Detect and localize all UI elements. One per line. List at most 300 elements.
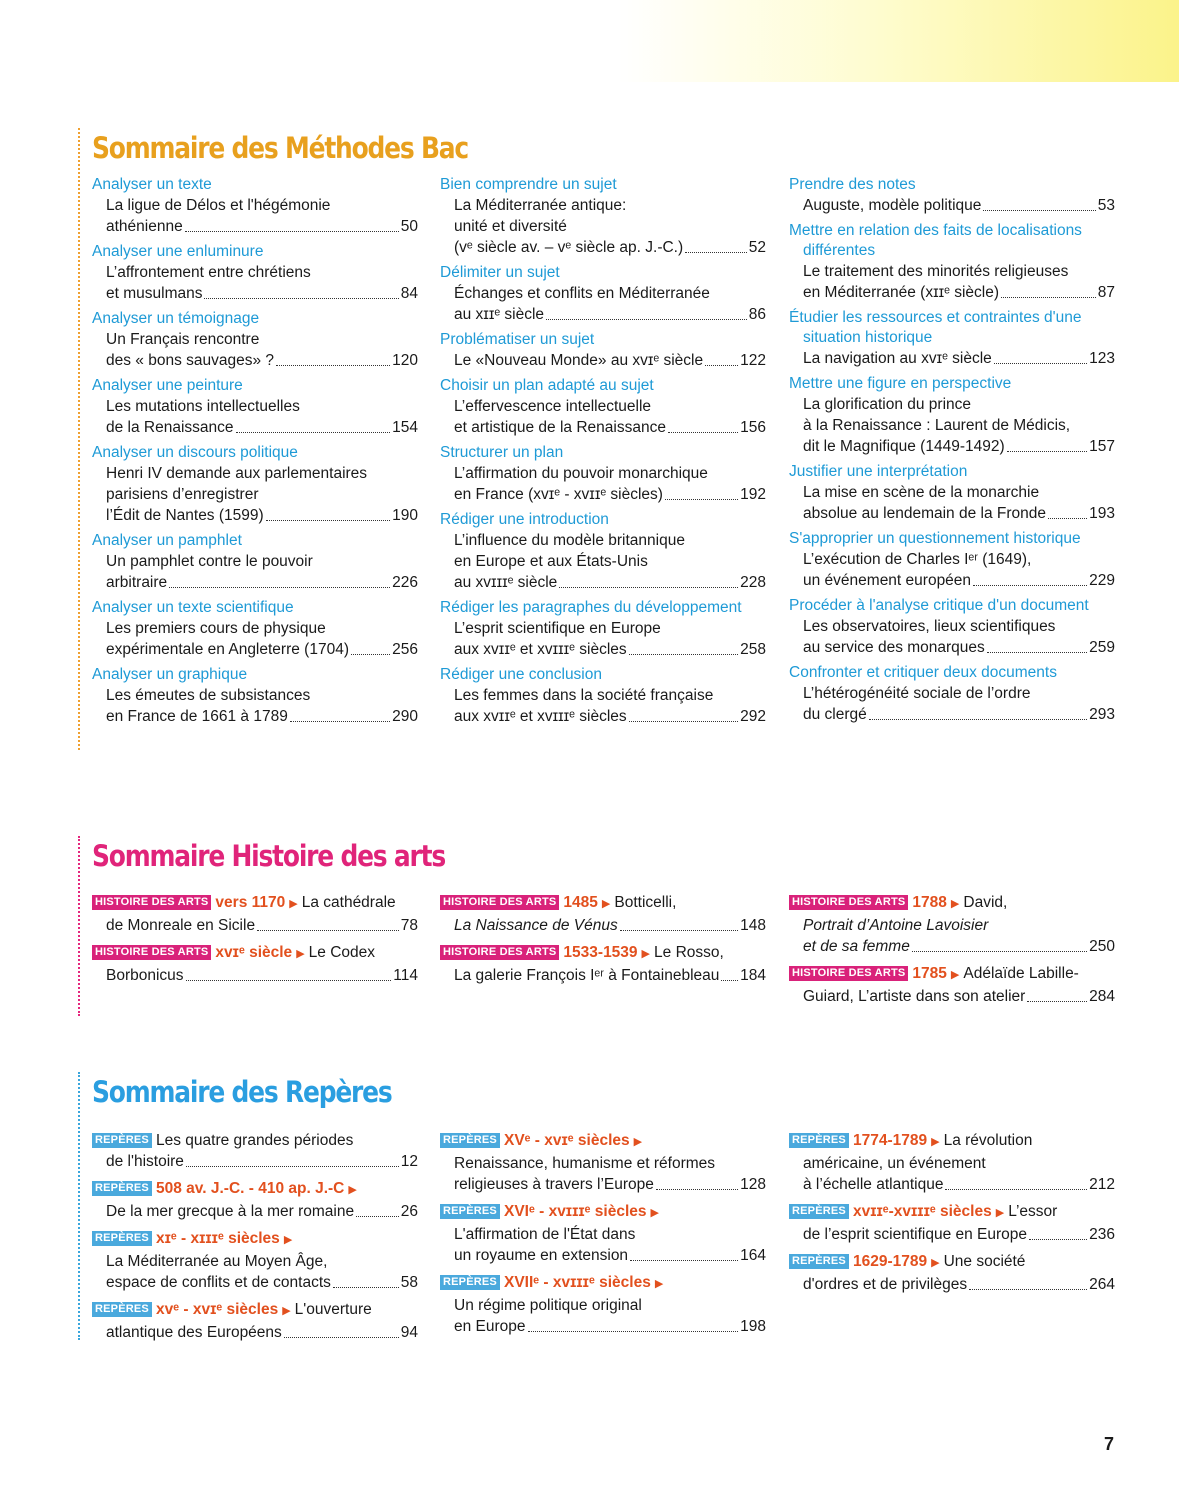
method-title — [92, 309, 418, 329]
entry-text: Les premiers cours de physique — [106, 620, 326, 637]
page-ref: 87 — [1097, 284, 1115, 301]
methodes-column-2 — [440, 175, 766, 732]
leader-dots — [284, 1322, 399, 1338]
entry-text: de Monreale en Sicile — [106, 917, 256, 934]
entry-text: L’esprit scientifique en Europe — [454, 620, 661, 637]
methodes-column-3 — [789, 175, 1115, 730]
method-subject — [440, 685, 766, 727]
page-ref: 50 — [400, 218, 418, 235]
entry-head — [789, 892, 1007, 915]
entry-line — [92, 1251, 418, 1272]
reperes-entry[interactable] — [789, 1251, 1115, 1295]
leader-dots — [869, 704, 1087, 720]
reperes-column-3 — [789, 1130, 1115, 1301]
method-title-text: Analyser un texte scientifique — [92, 599, 294, 616]
method-entry[interactable] — [440, 510, 766, 593]
leader-dots — [356, 1201, 399, 1217]
page-ref: 84 — [400, 285, 418, 302]
method-subject — [440, 283, 766, 325]
entry-head — [440, 1130, 646, 1153]
method-subject — [789, 683, 1115, 725]
arts-badge: HISTOIRE DES ARTS — [92, 945, 211, 960]
leader-dots — [351, 639, 390, 655]
entry-head-line — [440, 942, 766, 965]
entry-line — [803, 394, 1115, 415]
reperes-badge: REPÈRES — [789, 1204, 849, 1219]
entry-text: L’affrontement entre chrétiens — [106, 264, 311, 281]
leader-dots — [973, 570, 1087, 586]
entry-text: en Méditerranée (xɪɪᵉ siècle) — [803, 284, 999, 301]
method-entry[interactable] — [440, 175, 766, 258]
method-entry[interactable] — [92, 531, 418, 593]
entry-text: et de sa femme — [803, 938, 910, 955]
method-entry[interactable] — [92, 175, 418, 237]
entry-head-line — [92, 1299, 418, 1322]
entry-line — [803, 482, 1115, 503]
entry-line — [106, 618, 418, 639]
entry-head — [789, 963, 1079, 986]
entry-line — [106, 484, 418, 505]
method-title-text: Mettre en relation des faits de localisations — [789, 222, 1082, 239]
triangle-right-icon: ▶ — [950, 898, 960, 910]
page-ref: 52 — [748, 239, 766, 256]
entry-line — [789, 915, 1115, 936]
entry-text: au xɪɪᵉ siècle — [454, 306, 545, 323]
page-ref: 229 — [1089, 572, 1115, 589]
method-subject — [92, 685, 418, 727]
reperes-entry[interactable] — [440, 1201, 766, 1266]
arts-entry[interactable] — [789, 963, 1115, 1007]
entry-date: 1774-1789 — [852, 1132, 928, 1149]
entry-line — [454, 551, 766, 572]
reperes-section — [78, 1072, 1138, 1340]
entry-date: 1785 — [912, 965, 947, 982]
entry-line — [803, 436, 1115, 457]
method-title — [440, 665, 766, 685]
arts-entry[interactable] — [440, 942, 766, 986]
entry-text: La Méditerranée antique: — [454, 197, 627, 214]
entry-line — [440, 1153, 766, 1174]
method-entry[interactable] — [440, 598, 766, 660]
entry-text: espace de conflits et de contacts — [106, 1274, 331, 1291]
page-number: 7 — [1104, 1434, 1115, 1454]
method-title-text: Mettre une figure en perspective — [789, 375, 1012, 392]
method-title-text: Procéder à l'analyse critique d'un document — [789, 597, 1089, 614]
entry-line — [106, 396, 418, 417]
entry-text: La Méditerranée au Moyen Âge, — [106, 1253, 328, 1270]
arts-entry[interactable] — [92, 942, 418, 986]
entry-text: en France de 1661 à 1789 — [106, 708, 288, 725]
method-title — [92, 598, 418, 618]
method-entry[interactable] — [789, 374, 1115, 457]
method-title — [789, 596, 1115, 616]
entry-date: 1788 — [912, 894, 947, 911]
entry-text: Henri IV demande aux parlementaires — [106, 465, 368, 482]
method-subject — [440, 463, 766, 505]
leader-dots — [186, 1151, 399, 1167]
entry-text: expérimentale en Angleterre (1704) — [106, 641, 349, 658]
entry-line — [454, 530, 766, 551]
leader-dots — [987, 637, 1087, 653]
entry-head — [92, 1228, 296, 1251]
entry-line — [106, 283, 418, 304]
method-title — [789, 462, 1115, 482]
reperes-entry[interactable] — [789, 1130, 1115, 1195]
method-title-text: situation historique — [803, 329, 933, 346]
leader-dots — [1029, 1224, 1087, 1240]
methodes-heading: Sommaire des Méthodes Bac — [92, 131, 469, 165]
entry-date: 1533-1539 — [563, 944, 638, 961]
triangle-right-icon: ▶ — [931, 1257, 940, 1269]
entry-line — [92, 965, 418, 986]
entry-line — [803, 282, 1115, 303]
arts-entry[interactable] — [440, 892, 766, 936]
entry-line — [454, 304, 766, 325]
entry-text: Échanges et conflits en Méditerranée — [454, 285, 710, 302]
entry-line — [106, 350, 418, 371]
leader-dots — [185, 216, 399, 232]
entry-line — [454, 237, 766, 258]
entry-head-line — [440, 1130, 766, 1153]
entry-text: et artistique de la Renaissance — [454, 419, 666, 436]
method-title — [440, 510, 766, 530]
method-entry[interactable] — [789, 308, 1115, 369]
leader-dots — [276, 350, 390, 366]
method-title-text: Analyser une enluminure — [92, 243, 264, 260]
entry-text: de l'histoire — [106, 1153, 184, 1170]
section-dotted-rule — [78, 128, 80, 750]
entry-line — [789, 1153, 1115, 1174]
arts-column-3 — [789, 892, 1115, 1013]
triangle-right-icon: ▶ — [995, 1207, 1005, 1219]
entry-head-line — [789, 963, 1115, 986]
entry-text: Guiard, L’artiste dans son atelier — [803, 988, 1026, 1005]
reperes-entry[interactable] — [440, 1130, 766, 1195]
entry-line — [803, 415, 1115, 436]
method-title-text: Rédiger une introduction — [440, 511, 609, 528]
page-ref: 78 — [400, 917, 418, 934]
arts-badge: HISTOIRE DES ARTS — [92, 895, 211, 910]
method-title — [440, 376, 766, 396]
entry-line — [106, 572, 418, 593]
method-subject — [92, 262, 418, 304]
entry-text: du clergé — [803, 706, 867, 723]
page-ref: 284 — [1089, 988, 1115, 1005]
method-title — [789, 529, 1115, 549]
entry-text: un royaume en extension — [454, 1247, 629, 1264]
entry-text: La mise en scène de la monarchie — [803, 484, 1040, 501]
leader-dots — [630, 1245, 738, 1261]
reperes-entry[interactable] — [440, 1272, 766, 1337]
entry-date: xᴠɪᵉ siècle — [215, 944, 293, 961]
leader-dots — [668, 417, 738, 433]
method-entry[interactable] — [92, 309, 418, 371]
triangle-right-icon: ▶ — [296, 948, 305, 960]
method-entry[interactable] — [440, 665, 766, 727]
entry-line — [106, 685, 418, 706]
method-title-text: Délimiter un sujet — [440, 264, 560, 281]
entry-text: unité et diversité — [454, 218, 567, 235]
method-entry[interactable] — [440, 376, 766, 438]
entry-line — [454, 685, 766, 706]
method-title — [789, 374, 1115, 394]
leader-dots — [1007, 436, 1087, 452]
leader-dots — [204, 283, 398, 299]
method-entry[interactable] — [789, 663, 1115, 725]
entry-line — [106, 706, 418, 727]
leader-dots — [665, 484, 738, 500]
entry-line — [106, 329, 418, 350]
method-subject — [789, 348, 1115, 369]
page-ref: 236 — [1089, 1226, 1115, 1243]
method-entry[interactable] — [789, 221, 1115, 303]
method-title-text: Bien comprendre un sujet — [440, 176, 617, 193]
entry-text: parisiens d’enregistrer — [106, 486, 259, 503]
entry-text: La révolution — [943, 1132, 1033, 1149]
leader-dots — [685, 237, 747, 253]
entry-line — [454, 484, 766, 505]
entry-date: xᴠɪɪᵉ-xᴠɪɪɪᵉ siècles — [852, 1203, 992, 1220]
reperes-badge: REPÈRES — [440, 1133, 500, 1148]
arts-entry[interactable] — [92, 892, 418, 936]
entry-text: l’Édit de Nantes (1599) — [106, 507, 264, 524]
entry-line — [92, 1201, 418, 1222]
entry-head-line — [789, 1251, 1115, 1274]
entry-head — [92, 1178, 361, 1201]
entry-line — [92, 1151, 418, 1172]
section-dotted-rule — [78, 1072, 80, 1340]
reperes-entry[interactable] — [789, 1201, 1115, 1245]
reperes-entry[interactable] — [92, 1130, 418, 1172]
arts-entry[interactable] — [789, 892, 1115, 957]
method-subject — [92, 329, 418, 371]
leader-dots — [546, 304, 747, 320]
leader-dots — [629, 706, 738, 722]
entry-line — [440, 1174, 766, 1195]
method-entry[interactable] — [92, 665, 418, 727]
entry-line — [803, 683, 1115, 704]
page-ref: 228 — [740, 574, 766, 591]
entry-line — [789, 1274, 1115, 1295]
entry-head-line — [789, 1130, 1115, 1153]
method-title-text: Confronter et critiquer deux documents — [789, 664, 1057, 681]
entry-text: Les mutations intellectuelles — [106, 398, 300, 415]
entry-text: Le «Nouveau Monde» au xᴠɪᵉ siècle — [454, 352, 704, 369]
entry-line — [440, 1316, 766, 1337]
entry-line — [803, 637, 1115, 658]
entry-line — [803, 195, 1115, 216]
triangle-right-icon: ▶ — [283, 1234, 293, 1246]
entry-date: XVᵉ - xᴠɪᵉ siècles — [503, 1132, 630, 1149]
entry-line — [454, 283, 766, 304]
method-title-text: Choisir un plan adapté au sujet — [440, 377, 654, 394]
page-ref: 148 — [740, 917, 766, 934]
method-entry[interactable] — [789, 462, 1115, 524]
entry-text: L’influence du modèle britannique — [454, 532, 685, 549]
entry-text: religieuses à travers l’Europe — [454, 1176, 654, 1193]
entry-text: d'ordres et de privilèges — [803, 1276, 968, 1293]
entry-text: et musulmans — [106, 285, 203, 302]
entry-head — [92, 1299, 372, 1322]
entry-line — [106, 463, 418, 484]
method-title-text: Analyser un discours politique — [92, 444, 298, 461]
method-title — [789, 308, 1115, 348]
entry-text: aux xᴠɪɪᵉ et xᴠɪɪɪᵉ siècles — [454, 708, 627, 725]
method-title — [92, 242, 418, 262]
page-ref: 114 — [393, 967, 418, 984]
method-subject — [789, 616, 1115, 658]
leader-dots — [290, 706, 390, 722]
entry-line — [440, 965, 766, 986]
entry-text: atlantique des Européens — [106, 1324, 282, 1341]
entry-text: Les quatre grandes périodes — [155, 1132, 354, 1149]
entry-line — [803, 616, 1115, 637]
method-subject — [92, 195, 418, 237]
page-ref: 193 — [1089, 505, 1115, 522]
method-title-text: Analyser un témoignage — [92, 310, 260, 327]
leader-dots — [1048, 503, 1087, 519]
entry-text: Adélaïde Labille- — [963, 965, 1079, 982]
entry-head — [789, 1251, 1025, 1274]
reperes-column-2 — [440, 1130, 766, 1343]
reperes-badge: REPÈRES — [92, 1231, 152, 1246]
method-subject — [440, 396, 766, 438]
method-title — [92, 443, 418, 463]
entry-head-line — [92, 942, 418, 965]
page-ref: 26 — [400, 1203, 418, 1220]
entry-text: Les femmes dans la société française — [454, 687, 714, 704]
entry-text: Un régime politique original — [454, 1297, 642, 1314]
entry-line — [106, 216, 418, 237]
entry-text: La ligue de Délos et l'hégémonie — [106, 197, 331, 214]
method-title — [440, 263, 766, 283]
leader-dots — [994, 348, 1087, 364]
triangle-right-icon: ▶ — [641, 948, 651, 960]
page-ref: 226 — [392, 574, 418, 591]
page-ref: 86 — [748, 306, 766, 323]
method-subject — [92, 551, 418, 593]
entry-date: XVIᵉ - xᴠɪɪɪᵉ siècles — [503, 1203, 647, 1220]
entry-line — [106, 551, 418, 572]
method-title — [440, 330, 766, 350]
entry-line — [454, 195, 766, 216]
page-ref: 164 — [740, 1247, 766, 1264]
page-ref: 264 — [1089, 1276, 1115, 1293]
method-subject — [789, 482, 1115, 524]
entry-line — [454, 216, 766, 237]
page-ref: 120 — [392, 352, 418, 369]
method-subject — [440, 350, 766, 371]
method-title-text: Analyser un pamphlet — [92, 532, 242, 549]
entry-text: Botticelli, — [614, 894, 677, 911]
triangle-right-icon: ▶ — [348, 1184, 357, 1196]
entry-text: Auguste, modèle politique — [803, 197, 982, 214]
entry-date: xɪᵉ - xɪɪɪᵉ siècles — [155, 1230, 280, 1247]
method-entry[interactable] — [440, 263, 766, 325]
entry-text: américaine, un événement — [803, 1155, 986, 1172]
entry-date: XVIIᵉ - xᴠɪɪɪᵉ siècles — [503, 1274, 651, 1291]
entry-text: à l’échelle atlantique — [803, 1176, 944, 1193]
method-title-text: Justifier une interprétation — [789, 463, 968, 480]
arts-badge: HISTOIRE DES ARTS — [789, 895, 908, 910]
entry-date: 1485 — [563, 894, 598, 911]
method-subject — [789, 549, 1115, 591]
entry-head-line — [440, 1201, 766, 1224]
entry-line — [803, 704, 1115, 725]
entry-head — [789, 1130, 1032, 1153]
entry-head-line — [92, 1228, 418, 1251]
leader-dots — [1027, 986, 1087, 1002]
arts-column-2 — [440, 892, 766, 992]
method-entry[interactable] — [789, 175, 1115, 216]
entry-line — [440, 1224, 766, 1245]
reperes-badge: REPÈRES — [440, 1275, 500, 1290]
page-ref: 12 — [400, 1153, 418, 1170]
section-dotted-rule — [78, 836, 80, 1016]
entry-text: Un pamphlet contre le pouvoir — [106, 553, 313, 570]
method-title-text: Prendre des notes — [789, 176, 916, 193]
entry-text: De la mer grecque à la mer romaine — [106, 1203, 355, 1220]
entry-line — [803, 549, 1115, 570]
entry-text: L’effervescence intellectuelle — [454, 398, 652, 415]
method-entry[interactable] — [92, 443, 418, 526]
entry-date: vers 1170 — [215, 894, 286, 911]
entry-text: La Naissance de Vénus — [454, 917, 618, 934]
corner-gradient — [619, 0, 1179, 82]
method-title — [789, 663, 1115, 683]
page-ref: 259 — [1089, 639, 1115, 656]
method-entry[interactable] — [440, 443, 766, 505]
entry-line — [92, 1322, 418, 1343]
entry-text: en Europe et aux États-Unis — [454, 553, 648, 570]
entry-line — [803, 348, 1115, 369]
reperes-entry[interactable] — [92, 1178, 418, 1222]
entry-head — [440, 892, 676, 915]
leader-dots — [528, 1316, 739, 1332]
entry-date: 508 av. J.-C. - 410 ap. J.-C — [155, 1180, 345, 1197]
reperes-entry[interactable] — [92, 1228, 418, 1293]
reperes-badge: REPÈRES — [92, 1133, 152, 1148]
method-entry[interactable] — [92, 242, 418, 304]
method-entry[interactable] — [92, 376, 418, 438]
entry-text: Les émeutes de subsistances — [106, 687, 311, 704]
method-subject — [92, 463, 418, 526]
method-entry[interactable] — [789, 529, 1115, 591]
method-entry[interactable] — [440, 330, 766, 371]
entry-line — [789, 1224, 1115, 1245]
reperes-column-1 — [92, 1130, 418, 1349]
entry-head — [440, 1201, 663, 1224]
method-entry[interactable] — [92, 598, 418, 660]
triangle-right-icon: ▶ — [633, 1136, 643, 1148]
method-entry[interactable] — [789, 596, 1115, 658]
entry-text: Le Rosso, — [654, 944, 724, 961]
leader-dots — [169, 572, 390, 588]
leader-dots — [1001, 282, 1096, 298]
entry-line — [803, 261, 1115, 282]
reperes-entry[interactable] — [92, 1299, 418, 1343]
entry-head-line — [440, 1272, 766, 1295]
entry-head — [440, 942, 724, 965]
entry-text: L'ouverture — [294, 1301, 372, 1318]
entry-text: dit le Magnifique (1449-1492) — [803, 438, 1005, 455]
entry-text: Le Codex — [308, 944, 376, 961]
leader-dots — [236, 417, 391, 433]
entry-text: Renaissance, humanisme et réformes — [454, 1155, 716, 1172]
entry-text: David, — [963, 894, 1008, 911]
leader-dots — [983, 195, 1095, 211]
entry-head — [92, 1130, 353, 1151]
